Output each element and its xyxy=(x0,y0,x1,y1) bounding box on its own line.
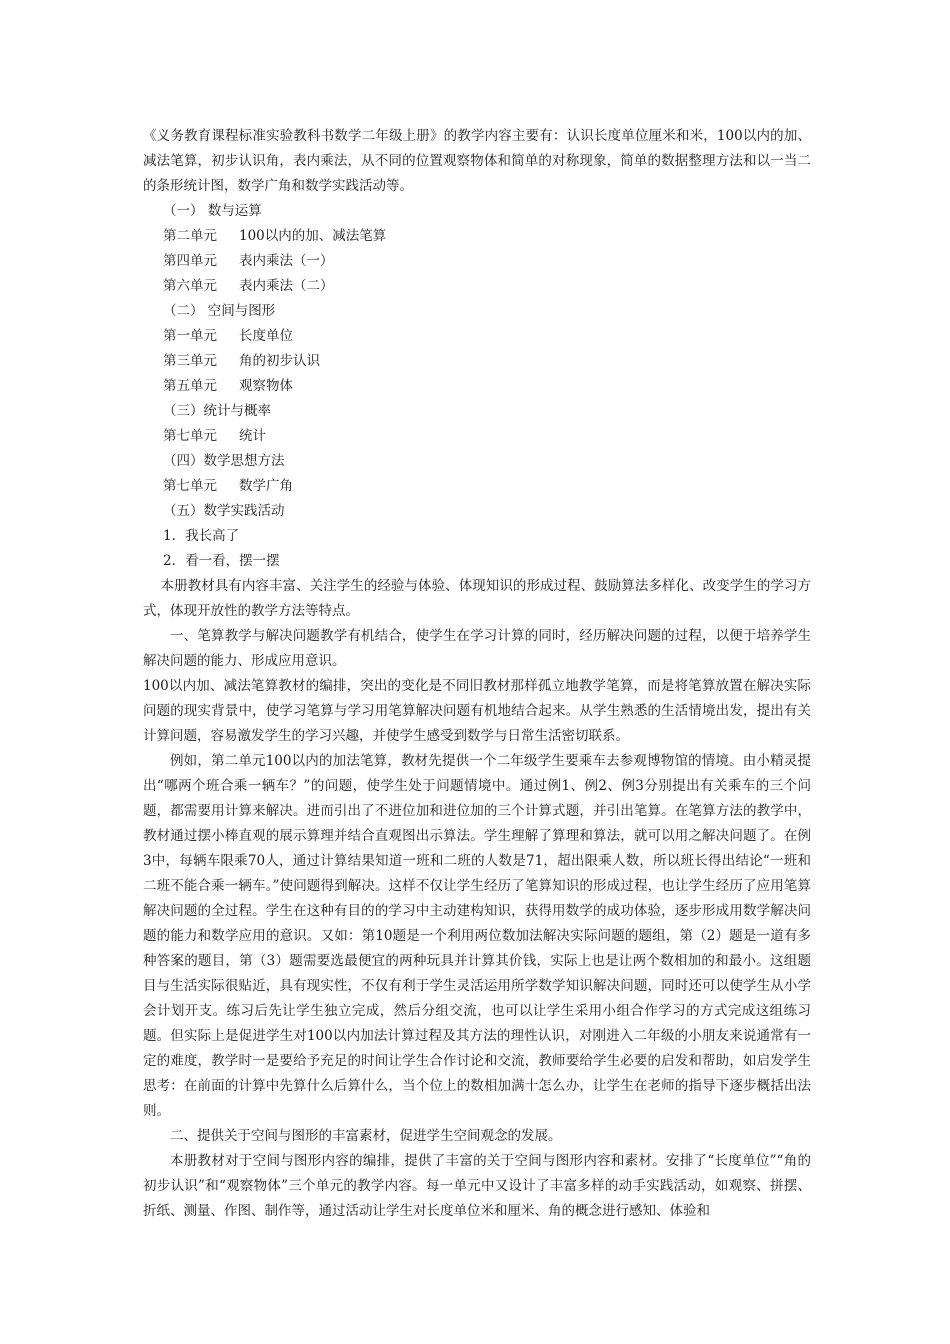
section-3 xyxy=(143,399,811,449)
section-4 xyxy=(143,449,811,499)
unit-title: 表内乘法（二） xyxy=(239,278,334,294)
section-heading: （一） 数与运算 xyxy=(163,203,262,219)
activity-item: 1．我长高了 xyxy=(163,528,240,544)
unit-number: 第二单元 xyxy=(163,228,217,244)
unit-line xyxy=(143,424,811,449)
unit-line xyxy=(143,224,811,249)
intro-paragraph: 《义务教育课程标准实验教科书数学二年级上册》的教学内容主要有：认识长度单位厘米和米，100以内的加、减法笔算，初步认识角，表内乘法，从不同的位置观察物体和简单的对称现象，简单的数据整理方法和以一当二的条形统计图，数学广角和数学实践活动等。 xyxy=(143,128,811,194)
section-2 xyxy=(143,299,811,399)
unit-line xyxy=(143,349,811,374)
unit-number: 第五单元 xyxy=(163,378,217,394)
unit-line xyxy=(143,324,811,349)
unit-number: 第六单元 xyxy=(163,278,217,294)
unit-title: 表内乘法（一） xyxy=(239,253,334,269)
section-heading: （三）统计与概率 xyxy=(163,403,271,419)
section-heading: （四）数学思想方法 xyxy=(163,453,285,469)
point2-heading: 二、提供关于空间与图形的丰富素材，促进学生空间观念的发展。 xyxy=(170,1128,562,1144)
unit-number: 第一单元 xyxy=(163,328,217,344)
point1-heading: 一、笔算教学与解决问题教学有机结合，使学生在学习计算的同时，经历解决问题的过程，以便于培养学生解决问题的能力、形成应用意识。 xyxy=(143,628,811,669)
unit-title: 100以内的加、减法笔算 xyxy=(239,228,387,244)
unit-title: 长度单位 xyxy=(239,328,293,344)
unit-number: 第七单元 xyxy=(163,428,217,444)
features-paragraph: 本册教材具有内容丰富、关注学生的经验与体验、体现知识的形成过程、鼓励算法多样化、改变学生的学习方式，体现开放性的教学方法等特点。 xyxy=(143,578,811,619)
section-5 xyxy=(143,499,811,574)
unit-line xyxy=(143,249,811,274)
unit-line xyxy=(143,274,811,299)
point1-example: 例如，第二单元100以内的加法笔算，教材先提供一个二年级学生要乘车去参观博物馆的情境。由小精灵提出“哪两个班合乘一辆车？”的问题，使学生处于问题情境中。通过例1、例2、例3分别提出有关乘车的三个问题，都需要用计算来解决。进而引出了不进位加和进位加的三个计算式题，并引出笔算。在笔算方法的教学中，教材通过摆小棒直观的展示算理并结合直观图出示算法。学生理解了算理和算法，就可以用之解决问题了。在例3中，每辆车限乘70人，通过计算结果知道一班和二班的人数是71，超出限乘人数，所以班长得出结论“一班和二班不能合乘一辆车。”使问题得到解决。这样不仅让学生经历了笔算知识的形成过程，也让学生经历了应用笔算解决问题的全过程。学生在这种有目的的学习中主动建构知识，获得用数学的成功体验，逐步形成用数学解决问题的能力和数学应用的意识。又如：第10题是一个利用两位数加法解决实际问题的题组，第（2）题是一道有多种答案的题目，第（3）题需要选最便宜的两种玩具并计算其价钱，实际上也是让两个数相加的和最小。这组题目与生活实际很贴近，具有现实性，不仅有利于学生灵活运用所学数学知识解决问题，同时还可以使学生从小学会计划开支。练习后先让学生独立完成，然后分组交流，也可以让学生采用小组合作学习的方式完成这组练习题。但实际上是促进学生对100以内加法计算过程及其方法的理性认识，对刚进入二年级的小朋友来说通常有一定的难度，教学时一是要给予充足的时间让学生合作讨论和交流，教师要给学生必要的启发和帮助，如启发学生思考：在前面的计算中先算什么后算什么，当个位上的数相加满十怎么办，让学生在老师的指导下逐步概括出法则。 xyxy=(143,753,811,1119)
section-1 xyxy=(143,199,811,299)
unit-number: 第七单元 xyxy=(163,478,217,494)
unit-title: 角的初步认识 xyxy=(239,353,320,369)
unit-line xyxy=(143,474,811,499)
activity-item: 2．看一看，摆一摆 xyxy=(163,553,280,569)
unit-title: 统计 xyxy=(239,428,266,444)
unit-line xyxy=(143,374,811,399)
section-heading: （五）数学实践活动 xyxy=(163,503,285,519)
unit-title: 观察物体 xyxy=(239,378,293,394)
point1-body: 100以内加、减法笔算教材的编排，突出的变化是不同旧教材那样孤立地教学笔算，而是将笔算放置在解决实际问题的现实背景中，使学习笔算与学习用笔算解决问题有机地结合起来。从学生熟悉的生活情境出发，提出有关计算问题，容易激发学生的学习兴趣，并使学生感受到数学与日常生活密切联系。 xyxy=(143,678,811,744)
document-page xyxy=(143,124,811,1224)
unit-title: 数学广角 xyxy=(239,478,293,494)
unit-number: 第四单元 xyxy=(163,253,217,269)
point2-body: 本册教材对于空间与图形内容的编排，提供了丰富的关于空间与图形内容和素材。安排了“长度单位”“角的初步认识”和“观察物体”三个单元的教学内容。每一单元中又设计了丰富多样的动手实践活动，如观察、拼摆、折纸、测量、作图、制作等，通过活动让学生对长度单位米和厘米、角的概念进行感知、体验和 xyxy=(143,1153,811,1219)
section-heading: （二） 空间与图形 xyxy=(163,303,276,319)
unit-number: 第三单元 xyxy=(163,353,217,369)
